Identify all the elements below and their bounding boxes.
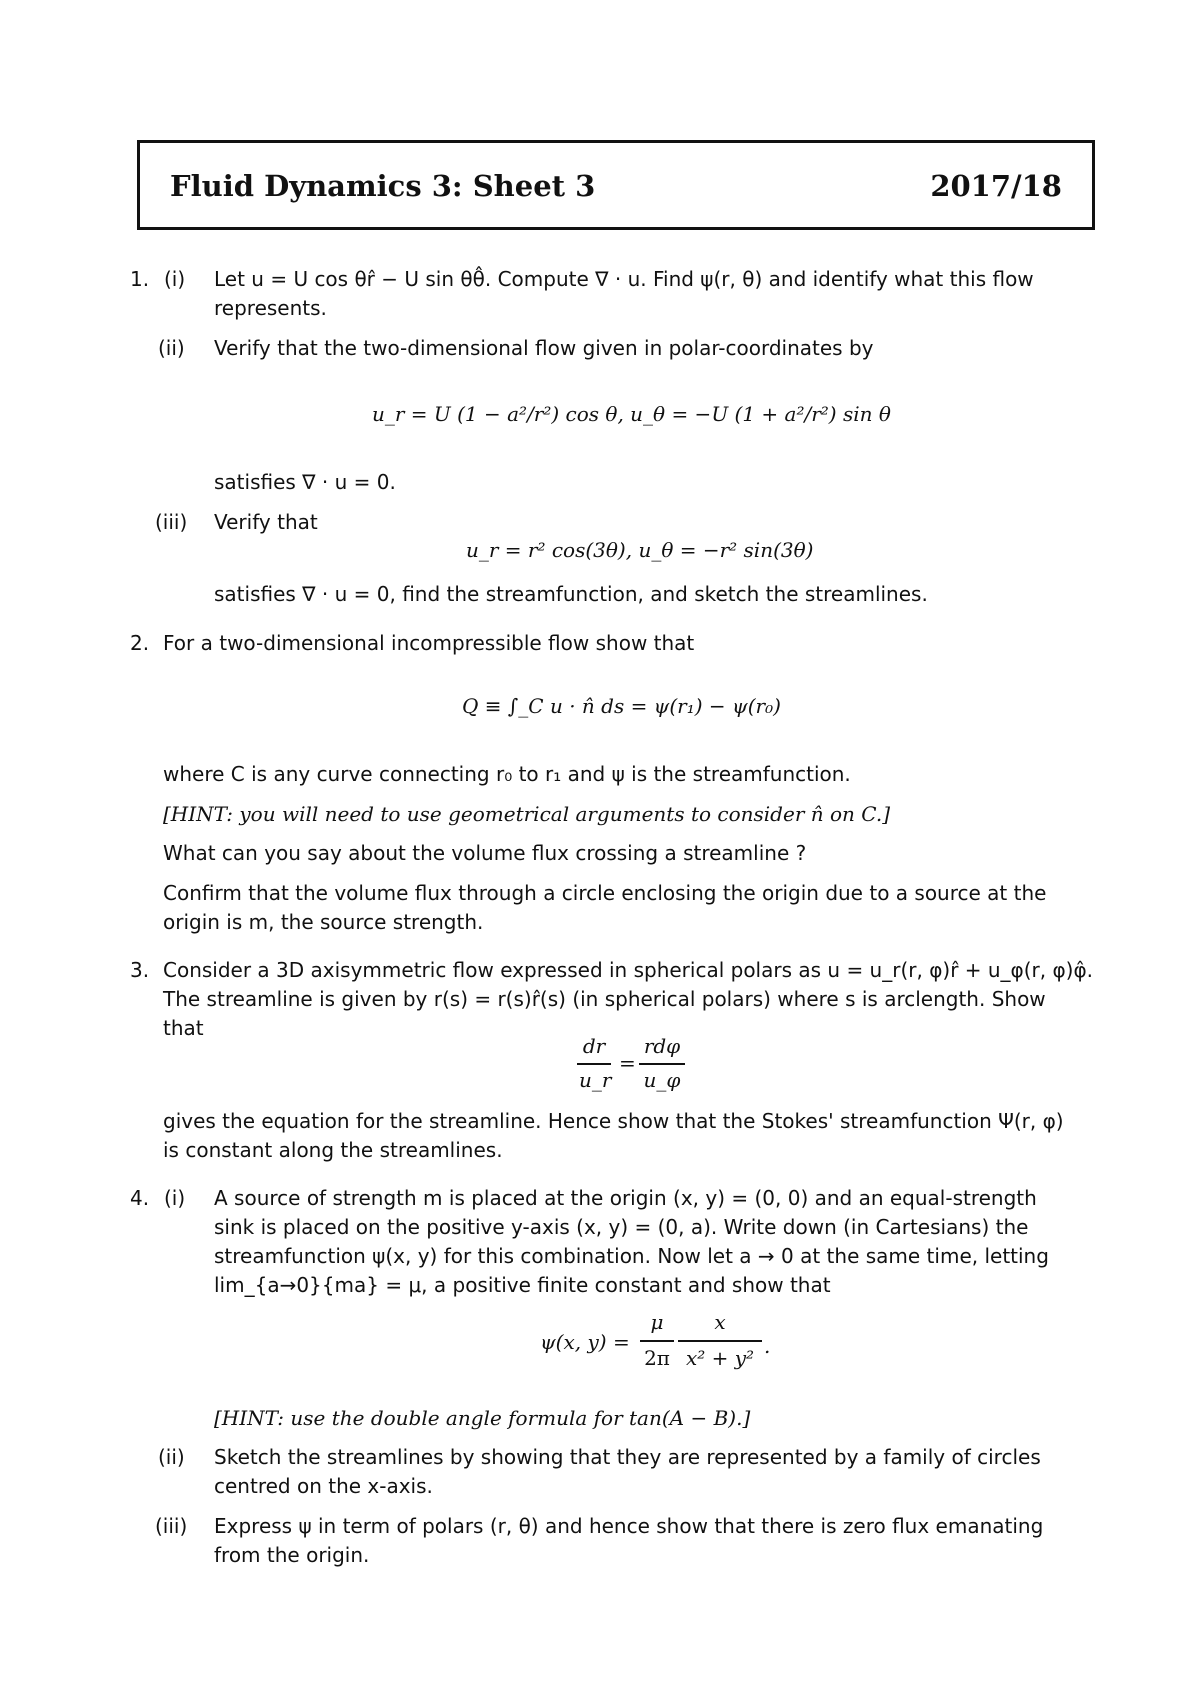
q2-hint: [HINT: you will need to use geometrical arguments to consider n̂ on C.]: [163, 802, 891, 826]
q4-eq-n1: μ: [650, 1310, 664, 1334]
q3-equation: [575, 1034, 685, 1098]
q1-number: 1.: [130, 267, 150, 291]
q4-eq-n2: x: [714, 1310, 726, 1334]
q2-text: For a two-dimensional incompressible flow show that: [163, 631, 695, 655]
q2-where: where C is any curve connecting r₀ to r₁ and ψ is the streamfunction.: [163, 762, 851, 786]
q4-eq-bar2: [678, 1340, 762, 1342]
q4-i-hint: [HINT: use the double angle formula for tan(A − B).]: [214, 1406, 751, 1430]
q2-confirm-cont: origin is m, the source strength.: [163, 910, 484, 934]
q4-iii-label: (iii): [155, 1514, 188, 1538]
q4-i-text: A source of strength m is placed at the origin (x, y) = (0, 0) and an equal-strength: [214, 1186, 1037, 1210]
q1-ii-satisfies: satisfies ∇ · u = 0.: [214, 470, 396, 494]
q1-i-text-cont: represents.: [214, 296, 327, 320]
q1-i-text: Let u = U cos θr̂ − U sin θθ̂. Compute ∇ · u. Find ψ(r, θ) and identify what this flow: [214, 267, 1034, 291]
q3-number: 3.: [130, 958, 150, 982]
q4-ii-text-cont: centred on the x-axis.: [214, 1474, 433, 1498]
q3-that: that: [163, 1016, 204, 1040]
q4-i-label: (i): [164, 1186, 186, 1210]
q3-eq-equals: =: [619, 1051, 636, 1075]
q4-eq-d1: 2π: [644, 1346, 670, 1370]
q4-iii-text-cont: from the origin.: [214, 1543, 370, 1567]
q1-i-label: (i): [164, 267, 186, 291]
q1-iii-label: (iii): [155, 510, 188, 534]
q3-eq-den2: u_φ: [643, 1068, 681, 1092]
q4-eq-bar1: [640, 1340, 674, 1342]
q3-eq-bar1: [577, 1063, 611, 1065]
q4-iii-text: Express ψ in term of polars (r, θ) and hence show that there is zero flux emanating: [214, 1514, 1044, 1538]
q2-question: What can you say about the volume flux crossing a streamline ?: [163, 841, 807, 865]
sheet-year: 2017/18: [930, 169, 1062, 203]
q4-i-text-4: lim_{a→0}{ma} = μ, a positive finite constant and show that: [214, 1273, 831, 1297]
q3-gives-cont: is constant along the streamlines.: [163, 1138, 503, 1162]
q2-equation: Q ≡ ∫_C u · n̂ ds = ψ(r₁) − ψ(r₀): [462, 694, 781, 718]
sheet-header: [137, 140, 1095, 230]
q4-eq-d2: x² + y²: [685, 1346, 755, 1370]
q3-gives: gives the equation for the streamline. Hence show that the Stokes' streamfunction Ψ(r, φ): [163, 1109, 1064, 1133]
q4-i-text-3: streamfunction ψ(x, y) for this combination. Now let a → 0 at the same time, letting: [214, 1244, 1049, 1268]
q2-number: 2.: [130, 631, 150, 655]
q4-i-text-2: sink is placed on the positive y-axis (x, y) = (0, a). Write down (in Cartesians) the: [214, 1215, 1029, 1239]
q4-eq-left: ψ(x, y) =: [540, 1330, 630, 1354]
q3-text: Consider a 3D axisymmetric flow expressed in spherical polars as u = u_r(r, φ)r̂ + u_φ(r, φ)φ̂.: [163, 958, 1094, 982]
q1-ii-label: (ii): [158, 336, 185, 360]
sheet-title: Fluid Dynamics 3: Sheet 3: [170, 169, 596, 203]
q3-eq-den1: u_r: [579, 1068, 612, 1092]
q4-ii-label: (ii): [158, 1445, 185, 1469]
q4-ii-text: Sketch the streamlines by showing that they are represented by a family of circles: [214, 1445, 1041, 1469]
q1-ii-equation: u_r = U (1 − a²/r²) cos θ, u_θ = −U (1 + a²/r²) sin θ: [372, 402, 891, 426]
q1-iii-equation: u_r = r² cos(3θ), u_θ = −r² sin(3θ): [466, 538, 814, 562]
q4-number: 4.: [130, 1186, 150, 1210]
q4-i-equation: [540, 1310, 780, 1378]
q2-confirm: Confirm that the volume flux through a circle enclosing the origin due to a source at the: [163, 881, 1047, 905]
q1-ii-text: Verify that the two-dimensional flow given in polar-coordinates by: [214, 336, 874, 360]
q3-eq-bar2: [639, 1063, 685, 1065]
q3-text-cont: The streamline is given by r(s) = r(s)r̂(s) (in spherical polars) where s is arclength. Show: [163, 987, 1046, 1011]
q1-iii-satisfies: satisfies ∇ · u = 0, find the streamfunction, and sketch the streamlines.: [214, 582, 928, 606]
q3-eq-num1: dr: [582, 1034, 606, 1058]
q4-eq-period: .: [764, 1334, 771, 1358]
q3-eq-num2: rdφ: [643, 1034, 681, 1058]
q1-iii-text: Verify that: [214, 510, 318, 534]
